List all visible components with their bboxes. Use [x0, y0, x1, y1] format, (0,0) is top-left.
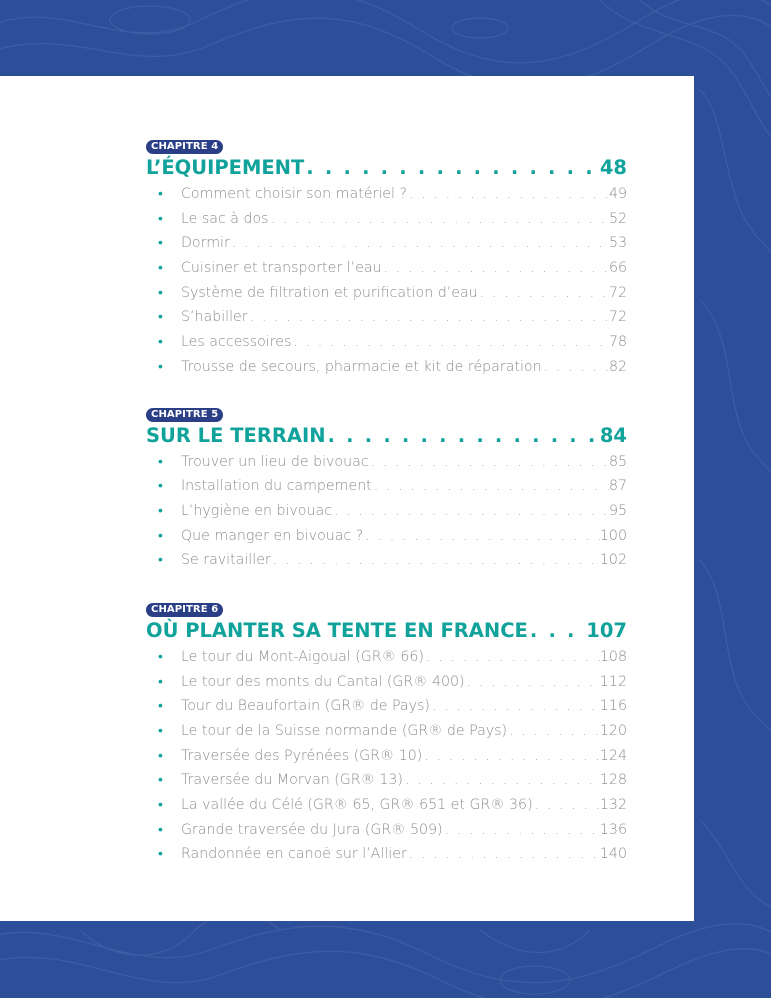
chapter-title: OÙ PLANTER SA TENTE EN FRANCE	[146, 618, 528, 642]
chapter-badge: CHAPITRE 5	[146, 408, 223, 422]
toc-entry[interactable]	[146, 670, 627, 695]
entry-label: Cuisiner et transporter l’eau	[181, 260, 382, 277]
bullet-icon: •	[158, 723, 163, 739]
toc-entry[interactable]	[146, 768, 627, 793]
chapter-items	[146, 450, 627, 573]
bullet-icon: •	[158, 502, 163, 519]
entry-page-number: 132	[599, 797, 627, 814]
dot-leader	[363, 524, 600, 549]
toc-entry[interactable]	[146, 450, 627, 475]
toc-entry[interactable]	[146, 694, 627, 719]
entry-page-number: 95	[608, 502, 627, 519]
dot-leader	[424, 645, 600, 670]
bullet-icon: •	[158, 673, 163, 690]
dot-leader	[478, 281, 609, 306]
bullet-icon: •	[158, 284, 163, 301]
entry-label: Traversée du Morvan (GR® 13)	[181, 772, 403, 789]
dot-leader	[248, 305, 609, 330]
chapter-page-number: 48	[599, 156, 627, 179]
chapter-page-number: 107	[586, 618, 627, 642]
toc-entry[interactable]	[146, 305, 627, 330]
bullet-icon: •	[158, 821, 163, 838]
entry-label: Trousse de secours, pharmacie et kit de réparation	[181, 358, 542, 375]
bullet-icon: •	[158, 334, 163, 351]
toc-entry[interactable]	[146, 499, 627, 524]
entry-page-number: 124	[599, 747, 627, 764]
dot-leader	[407, 182, 609, 207]
entry-label: L’hygiène en bivouac	[181, 502, 332, 519]
entry-label: Le tour du Mont-Aigoual (GR® 66)	[181, 648, 424, 665]
entry-label: Le tour de la Suisse normande (GR® de Pays)	[181, 723, 508, 739]
bullet-icon: •	[158, 478, 163, 495]
toc-page	[0, 76, 694, 921]
chapter-title: L’ÉQUIPEMENT	[146, 156, 305, 179]
entry-label: Trouver un lieu de bivouac	[181, 453, 369, 470]
dot-leader	[542, 355, 609, 380]
entry-page-number: 87	[608, 478, 627, 495]
entry-page-number: 108	[599, 648, 627, 665]
entry-label: Les accessoires	[181, 334, 292, 351]
bullet-icon: •	[158, 358, 163, 375]
dot-leader	[403, 768, 600, 793]
toc-entry[interactable]	[146, 744, 627, 769]
dot-leader	[430, 694, 600, 719]
chapter-title-link[interactable]	[146, 155, 627, 181]
entry-label: Système de filtration et purification d’eau	[181, 284, 478, 301]
bullet-icon: •	[158, 648, 163, 665]
bullet-icon: •	[158, 235, 163, 252]
entry-label: Comment choisir son matériel ?	[181, 186, 407, 202]
dot-leader	[271, 548, 600, 573]
dot-leader	[528, 618, 586, 644]
section-spacer	[146, 573, 627, 597]
entry-page-number: 78	[608, 334, 627, 351]
entry-label: Le tour des monts du Cantal (GR® 400)	[181, 673, 465, 690]
dot-leader	[443, 818, 600, 843]
toc-entry[interactable]	[146, 182, 627, 207]
entry-page-number: 72	[608, 309, 627, 326]
entry-label: Le sac à dos	[181, 210, 269, 227]
chapter-title: SUR LE TERRAIN	[146, 423, 326, 447]
entry-page-number: 140	[599, 846, 627, 863]
dot-leader	[407, 842, 600, 867]
chapter-5-section	[146, 402, 627, 573]
bullet-icon: •	[158, 846, 163, 863]
toc-entry[interactable]	[146, 355, 627, 380]
toc-entry[interactable]	[146, 842, 627, 867]
bullet-icon: •	[158, 552, 163, 569]
bullet-icon: •	[158, 186, 163, 202]
toc-entry[interactable]	[146, 719, 627, 744]
entry-page-number: 102	[599, 552, 627, 569]
bullet-icon: •	[158, 453, 163, 470]
entry-label: Randonnée en canoë sur l’Allier	[181, 846, 407, 863]
entry-label: Installation du campement	[181, 478, 372, 495]
table-of-contents	[146, 134, 627, 867]
chapter-title-link[interactable]	[146, 618, 627, 644]
entry-page-number: 100	[599, 527, 627, 544]
toc-entry[interactable]	[146, 256, 627, 281]
entry-page-number: 128	[599, 772, 627, 789]
dot-leader	[507, 719, 600, 744]
dot-leader	[326, 423, 600, 449]
toc-entry[interactable]	[146, 207, 627, 232]
dot-leader	[269, 207, 609, 232]
toc-entry[interactable]	[146, 281, 627, 306]
chapter-items	[146, 645, 627, 867]
chapter-6-section	[146, 597, 627, 867]
entry-page-number: 85	[608, 453, 627, 470]
chapter-page-number: 84	[599, 423, 627, 447]
dot-leader	[533, 793, 600, 818]
toc-entry[interactable]	[146, 231, 627, 256]
section-spacer	[146, 380, 627, 402]
entry-page-number: 112	[599, 673, 627, 690]
bullet-icon: •	[158, 698, 163, 715]
toc-entry[interactable]	[146, 548, 627, 573]
dot-leader	[304, 155, 600, 181]
entry-page-number: 116	[599, 698, 627, 715]
toc-entry[interactable]	[146, 330, 627, 355]
entry-page-number: 120	[599, 723, 627, 739]
entry-page-number: 53	[608, 235, 627, 252]
dot-leader	[332, 499, 609, 524]
toc-entry[interactable]	[146, 524, 627, 549]
entry-label: Dormir	[181, 235, 230, 252]
entry-page-number: 82	[608, 358, 627, 375]
dot-leader	[382, 256, 609, 281]
dot-leader	[369, 450, 609, 475]
entry-page-number: 66	[608, 260, 627, 277]
dot-leader	[291, 330, 609, 355]
dot-leader	[230, 231, 609, 256]
entry-label: Traversée des Pyrénées (GR® 10)	[181, 747, 423, 764]
entry-page-number: 52	[608, 210, 627, 227]
bullet-icon: •	[158, 260, 163, 277]
chapter-badge: CHAPITRE 4	[146, 140, 223, 154]
bullet-icon: •	[158, 747, 163, 764]
toc-entry[interactable]	[146, 474, 627, 499]
entry-label: Tour du Beaufortain (GR® de Pays)	[181, 698, 430, 715]
bullet-icon: •	[158, 210, 163, 227]
entry-label: Grande traversée du Jura (GR® 509)	[181, 821, 443, 838]
bullet-icon: •	[158, 772, 163, 789]
entry-page-number: 72	[608, 284, 627, 301]
entry-label: Que manger en bivouac ?	[181, 527, 364, 544]
toc-entry[interactable]	[146, 645, 627, 670]
entry-label: S’habiller	[181, 309, 248, 326]
chapter-badge: CHAPITRE 6	[146, 603, 223, 617]
chapter-title-link[interactable]	[146, 423, 627, 449]
toc-entry[interactable]	[146, 818, 627, 843]
entry-page-number: 136	[599, 821, 627, 838]
bullet-icon: •	[158, 797, 163, 814]
chapter-items	[146, 182, 627, 380]
entry-label: Se ravitailler	[181, 552, 271, 569]
entry-label: La vallée du Célé (GR® 65, GR® 651 et GR® 36)	[181, 797, 533, 814]
bullet-icon: •	[158, 527, 163, 544]
bullet-icon: •	[158, 309, 163, 326]
entry-page-number: 49	[608, 186, 627, 202]
toc-entry[interactable]	[146, 793, 627, 818]
dot-leader	[372, 474, 609, 499]
chapter-4-section	[146, 134, 627, 380]
dot-leader	[422, 744, 600, 769]
dot-leader	[465, 670, 600, 695]
